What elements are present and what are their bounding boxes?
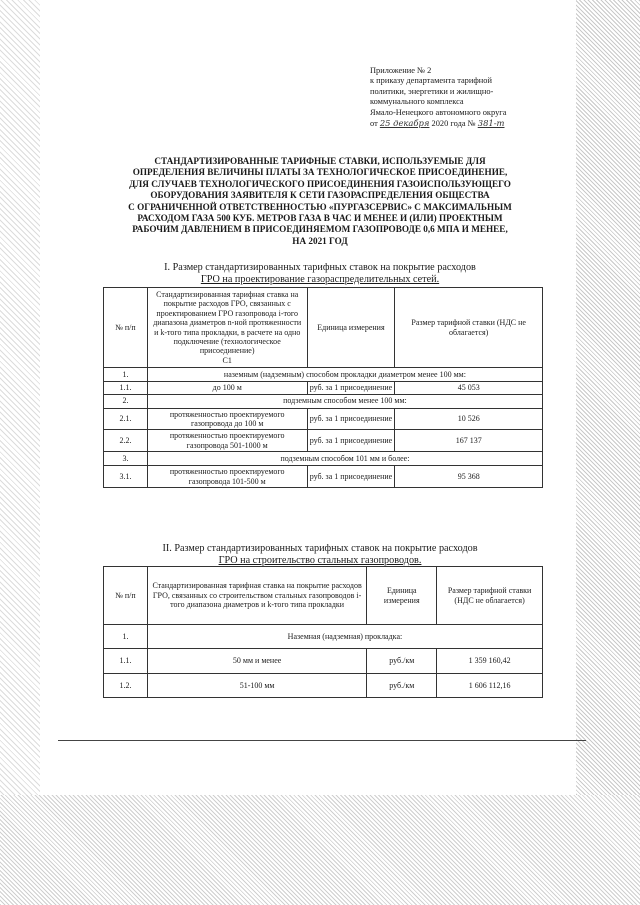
row-num: 1.2.	[104, 674, 148, 698]
row-unit: руб./км	[367, 649, 437, 674]
title-line: ОБОРУДОВАНИЯ ЗАЯВИТЕЛЯ К СЕТИ ГАЗОРАСПРЕДЕЛЕНИЯ ОБЩЕСТВА	[150, 190, 490, 201]
table-row	[104, 625, 543, 649]
date-suffix: 2020 года №	[431, 119, 476, 129]
section1-heading	[105, 262, 535, 286]
section2-heading	[105, 543, 535, 567]
row-num: 2.	[104, 394, 148, 408]
table-row	[104, 466, 543, 488]
header-rate: Размер тарифной ставки (НДС не облагается)	[395, 288, 543, 368]
title-line: РАСХОДОМ ГАЗА 500 КУБ. МЕТРОВ ГАЗА В ЧАС И МЕНЕЕ И (ИЛИ) ПРОЕКТНЫМ	[137, 213, 503, 224]
title-line: ОПРЕДЕЛЕНИЯ ВЕЛИЧИНЫ ПЛАТЫ ЗА ТЕХНОЛОГИЧЕСКОЕ ПРИСОЕДИНЕНИЕ,	[132, 167, 508, 178]
row-value: 10 526	[395, 408, 543, 430]
table-row	[104, 394, 543, 408]
appendix-line: коммунального комплекса	[370, 97, 464, 107]
appendix-number: Приложение № 2	[370, 66, 432, 75]
scan-left-margin	[0, 0, 40, 905]
row-unit: руб./км	[367, 674, 437, 698]
row-value: 167 137	[395, 430, 543, 452]
row-num: 2.2.	[104, 430, 148, 452]
row-desc: 50 мм и менее	[147, 649, 366, 674]
table-row	[104, 408, 543, 430]
handwritten-number: 381-т	[477, 118, 505, 129]
row-group-label: Наземная (надземная) прокладка:	[147, 625, 542, 649]
header-num: № п/п	[104, 567, 148, 625]
document-title	[100, 156, 540, 247]
section1-heading-line: ГРО на проектирование газораспределительных сетей.	[200, 274, 440, 285]
header-desc	[147, 288, 307, 368]
appendix-line: к приказу департамента тарифной	[370, 76, 492, 86]
row-desc: протяженностью проектируемого газопровода 101-500 м	[147, 466, 307, 488]
row-value: 95 368	[395, 466, 543, 488]
table-row	[104, 649, 543, 674]
page-bottom-rule	[58, 740, 586, 741]
table-row	[104, 368, 543, 382]
table-row	[104, 674, 543, 698]
appendix-date-line	[370, 118, 580, 129]
title-line: СТАНДАРТИЗИРОВАННЫЕ ТАРИФНЫЕ СТАВКИ, ИСПОЛЬЗУЕМЫЕ ДЛЯ	[154, 156, 486, 166]
row-desc: до 100 м	[147, 382, 307, 394]
row-value: 1 359 160,42	[437, 649, 543, 674]
appendix-line: Ямало-Ненецкого автономного округа	[370, 107, 507, 117]
table-row	[104, 452, 543, 466]
row-value: 1 606 112,16	[437, 674, 543, 698]
section2-heading-line: ГРО на строительство стальных газопроводов.	[218, 555, 422, 566]
section2-table	[103, 566, 543, 698]
date-prefix: от	[370, 119, 378, 129]
table-header-row	[104, 567, 543, 625]
row-desc: протяженностью проектируемого газопровода до 100 м	[147, 408, 307, 430]
table-header-row	[104, 288, 543, 368]
row-group-label: подземным способом 101 мм и более:	[147, 452, 542, 466]
title-line: НА 2021 ГОД	[292, 235, 348, 246]
title-line: РАБОЧИМ ДАВЛЕНИЕМ В ПРИСОЕДИНЯЕМОМ ГАЗОПРОВОДЕ 0,6 МПА И МЕНЕЕ,	[132, 224, 508, 235]
header-desc-code: C1	[222, 355, 232, 365]
row-num: 1.	[104, 368, 148, 382]
row-value: 45 053	[395, 382, 543, 394]
appendix-header	[370, 66, 580, 129]
row-num: 3.1.	[104, 466, 148, 488]
header-num: № п/п	[104, 288, 148, 368]
header-unit: Единица измерения	[367, 567, 437, 625]
row-num: 2.1.	[104, 408, 148, 430]
row-unit: руб. за 1 присоединение	[307, 466, 395, 488]
section2-heading-line: II. Размер стандартизированных тарифных ставок на покрытие расходов	[162, 543, 478, 554]
scan-bottom-margin	[0, 795, 640, 905]
title-line: С ОГРАНИЧЕННОЙ ОТВЕТСТВЕННОСТЬЮ «ПУРГАЗСЕРВИС» С МАКСИМАЛЬНЫМ	[128, 201, 512, 212]
row-desc: 51-100 мм	[147, 674, 366, 698]
scan-right-margin	[576, 0, 640, 905]
row-group-label: наземным (надземным) способом прокладки диаметром менее 100 мм:	[147, 368, 542, 382]
appendix-line: политики, энергетики и жилищно-	[370, 86, 494, 96]
row-num: 3.	[104, 452, 148, 466]
section1-table	[103, 287, 543, 488]
row-desc: протяженностью проектируемого газопровода 501-1000 м	[147, 430, 307, 452]
table-row	[104, 430, 543, 452]
row-unit: руб. за 1 присоединение	[307, 382, 395, 394]
section1-heading-line: I. Размер стандартизированных тарифных ставок на покрытие расходов	[164, 262, 476, 273]
row-num: 1.	[104, 625, 148, 649]
row-group-label: подземным способом менее 100 мм:	[147, 394, 542, 408]
header-desc: Стандартизированная тарифная ставка на покрытие расходов ГРО, связанных со строительством стальных газопроводов i-того диапазона диаметров и k-того типа прокладки	[147, 567, 366, 625]
handwritten-date: 25 декабря	[379, 118, 430, 129]
header-rate: Размер тарифной ставки (НДС не облагается)	[437, 567, 543, 625]
row-unit: руб. за 1 присоединение	[307, 408, 395, 430]
table-row	[104, 382, 543, 394]
header-unit: Единица измерения	[307, 288, 395, 368]
row-num: 1.1.	[104, 649, 148, 674]
title-line: ДЛЯ СЛУЧАЕВ ТЕХНОЛОГИЧЕСКОГО ПРИСОЕДИНЕНИЯ ГАЗОИСПОЛЬЗУЮЩЕГО	[129, 178, 511, 189]
row-unit: руб. за 1 присоединение	[307, 430, 395, 452]
header-desc-text: Стандартизированная тарифная ставка на покрытие расходов ГРО, связанных с проектированием ГРО газопровода i-того диапазона диаметров n-ной протяженности и k-того типа прокладки, в расчете на одно подключение (технологическое присоединение)	[153, 290, 302, 356]
row-num: 1.1.	[104, 382, 148, 394]
